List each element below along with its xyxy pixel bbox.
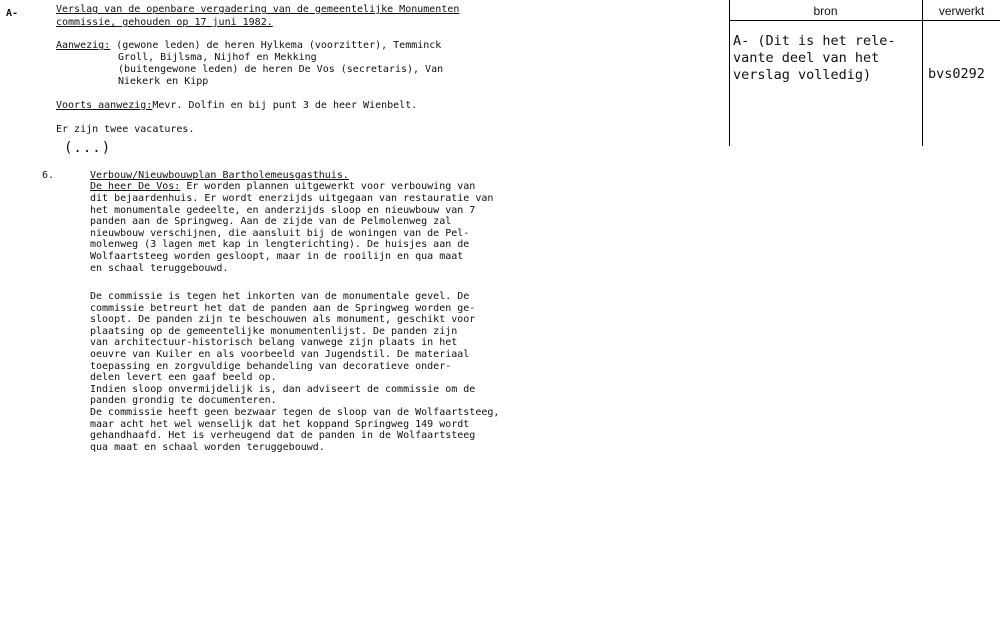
aanwezig-line-3: (buitengewone leden) de heren De Vos (secretaris), Van [118,64,444,75]
verwerkt-code: bvs0292 [928,66,985,82]
paragraph-2: De commissie is tegen het inkorten van de monumentale gevel. De commissie betreurt het dat de panden aan de Springweg worden ge- sloopt. De panden zijn te beschouwen als monument, geschikt voor plaatsing op de gemeentelijke monumentenlijst. De panden zijn van architectuur-historisch belang vanwege zijn plaats in het oeuvre van Kuiler en als voorbeeld van Jugendstil. De materiaal toepassing en zorgvuldige behandeling van decoratieve onder- delen levert een gaaf beeld op. Indien sloop onvermijdelijk is, dan adviseert de commissie om de panden grondig te documenteren. De commissie heeft geen bezwaar tegen de sloop van de Wolfaartsteeg, maar acht het wel wenselijk dat het koppand Springweg 149 wordt gehandhaafd. Het is verheugend dat de panden in de Wolfaartsteeg qua maat en schaal worden teruggebouwd. [90,291,500,453]
vacatures-line: Er zijn twee vacatures. [56,124,195,135]
bron-cell-text: A- (Dit is het rele- vante deel van het verslag volledig) [733,33,896,83]
aanwezig-line-2: Groll, Bijlsma, Nijhof en Mekking [118,52,317,63]
aanwezig-label: Aanwezig: [56,40,111,51]
voorts-label: Voorts aanwezig: [56,100,153,111]
omission-ellipsis: (...) [64,140,112,156]
item-number: 6. [42,170,55,181]
table-header-rule [729,20,1000,21]
aanwezig-line-4: Niekerk en Kipp [118,76,209,87]
header-bron: bron [813,4,838,18]
title-line-1: Verslag van de openbare vergadering van de gemeentelijke Monumenten [56,4,460,15]
paragraph-1: dit bejaardenhuis. Er wordt enerzijds uitgegaan van restauratie van het monumentale gedeelte, en anderzijds sloop en nieuwbouw van 7 panden aan de Springweg. Aan de zijde van de Pelmolenweg zal nieuwbouw verschijnen, die aansluit bij de woningen van de Pel- molenweg (3 lagen met kap in lengterichting). De huisjes aan de Wolfaartsteeg worden gesloopt, maar in de rooilijn en qua maat en schaal teruggebouwd. [90,193,494,274]
aanwezig-text-1: (gewone leden) de heren Hylkema (voorzitter), Temminck [110,40,442,51]
voorts-text: Mevr. Dolfin en bij punt 3 de heer Wienbelt. [152,100,418,111]
title-line-2: commissie, gehouden op 17 juni 1982. [56,17,273,28]
aanwezig-line-1 [56,40,441,52]
header-verwerkt: verwerkt [938,4,985,18]
speaker-line [90,181,475,193]
document-title [56,3,459,29]
table-column-divider [922,0,923,146]
speaker-label: De heer De Vos: [90,181,181,192]
para1-first: Er worden plannen uitgewerkt voor verbouwing van [180,181,476,192]
section-marker: A- [6,8,19,19]
voorts-aanwezig-line [56,100,417,112]
table-left-border [729,0,730,146]
item-title: Verbouw/Nieuwbouwplan Bartholemeusgasthuis. [90,170,349,181]
